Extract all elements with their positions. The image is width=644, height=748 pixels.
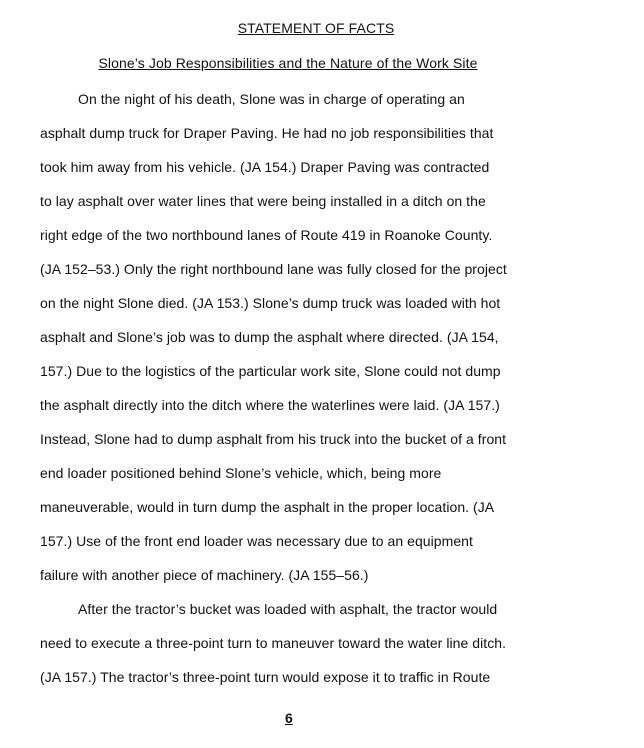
page-number: 6 xyxy=(285,710,293,726)
paragraph-line: After the tractor’s bucket was loaded with asphalt, the tractor would xyxy=(78,601,498,617)
paragraph-line: asphalt dump truck for Draper Paving. He had no job responsibilities that xyxy=(40,125,494,141)
paragraph-line: (JA 157.) The tractor’s three-point turn would expose it to traffic in Route xyxy=(40,669,491,685)
document-title: STATEMENT OF FACTS xyxy=(237,20,395,36)
paragraph-line: the asphalt directly into the ditch where the waterlines were laid. (JA 157.) xyxy=(40,397,500,413)
paragraph-line: on the night Slone died. (JA 153.) Slone’s dump truck was loaded with hot xyxy=(40,295,501,311)
paragraph-line: On the night of his death, Slone was in charge of operating an xyxy=(78,91,465,107)
paragraph-line: asphalt and Slone’s job was to dump the asphalt where directed. (JA 154, xyxy=(40,329,499,345)
section-subtitle: Slone’s Job Responsibilities and the Nature of the Work Site xyxy=(98,55,478,71)
paragraph-line: Instead, Slone had to dump asphalt from his truck into the bucket of a front xyxy=(40,431,507,447)
paragraph-line: took him away from his vehicle. (JA 154.) Draper Paving was contracted xyxy=(40,159,490,175)
paragraph-line: 157.) Due to the logistics of the particular work site, Slone could not dump xyxy=(40,363,501,379)
paragraph-line: end loader positioned behind Slone’s vehicle, which, being more xyxy=(40,465,442,481)
paragraph-line: failure with another piece of machinery. (JA 155–56.) xyxy=(40,567,369,583)
paragraph-line: 157.) Use of the front end loader was necessary due to an equipment xyxy=(40,533,473,549)
paragraph-line: (JA 152–53.) Only the right northbound lane was fully closed for the project xyxy=(40,261,507,277)
paragraph-line: maneuverable, would in turn dump the asphalt in the proper location. (JA xyxy=(40,499,495,515)
paragraph-line: right edge of the two northbound lanes of Route 419 in Roanoke County. xyxy=(40,227,493,243)
paragraph-line: need to execute a three-point turn to maneuver toward the water line ditch. xyxy=(40,635,507,651)
paragraph-line: to lay asphalt over water lines that were being installed in a ditch on the xyxy=(40,193,486,209)
